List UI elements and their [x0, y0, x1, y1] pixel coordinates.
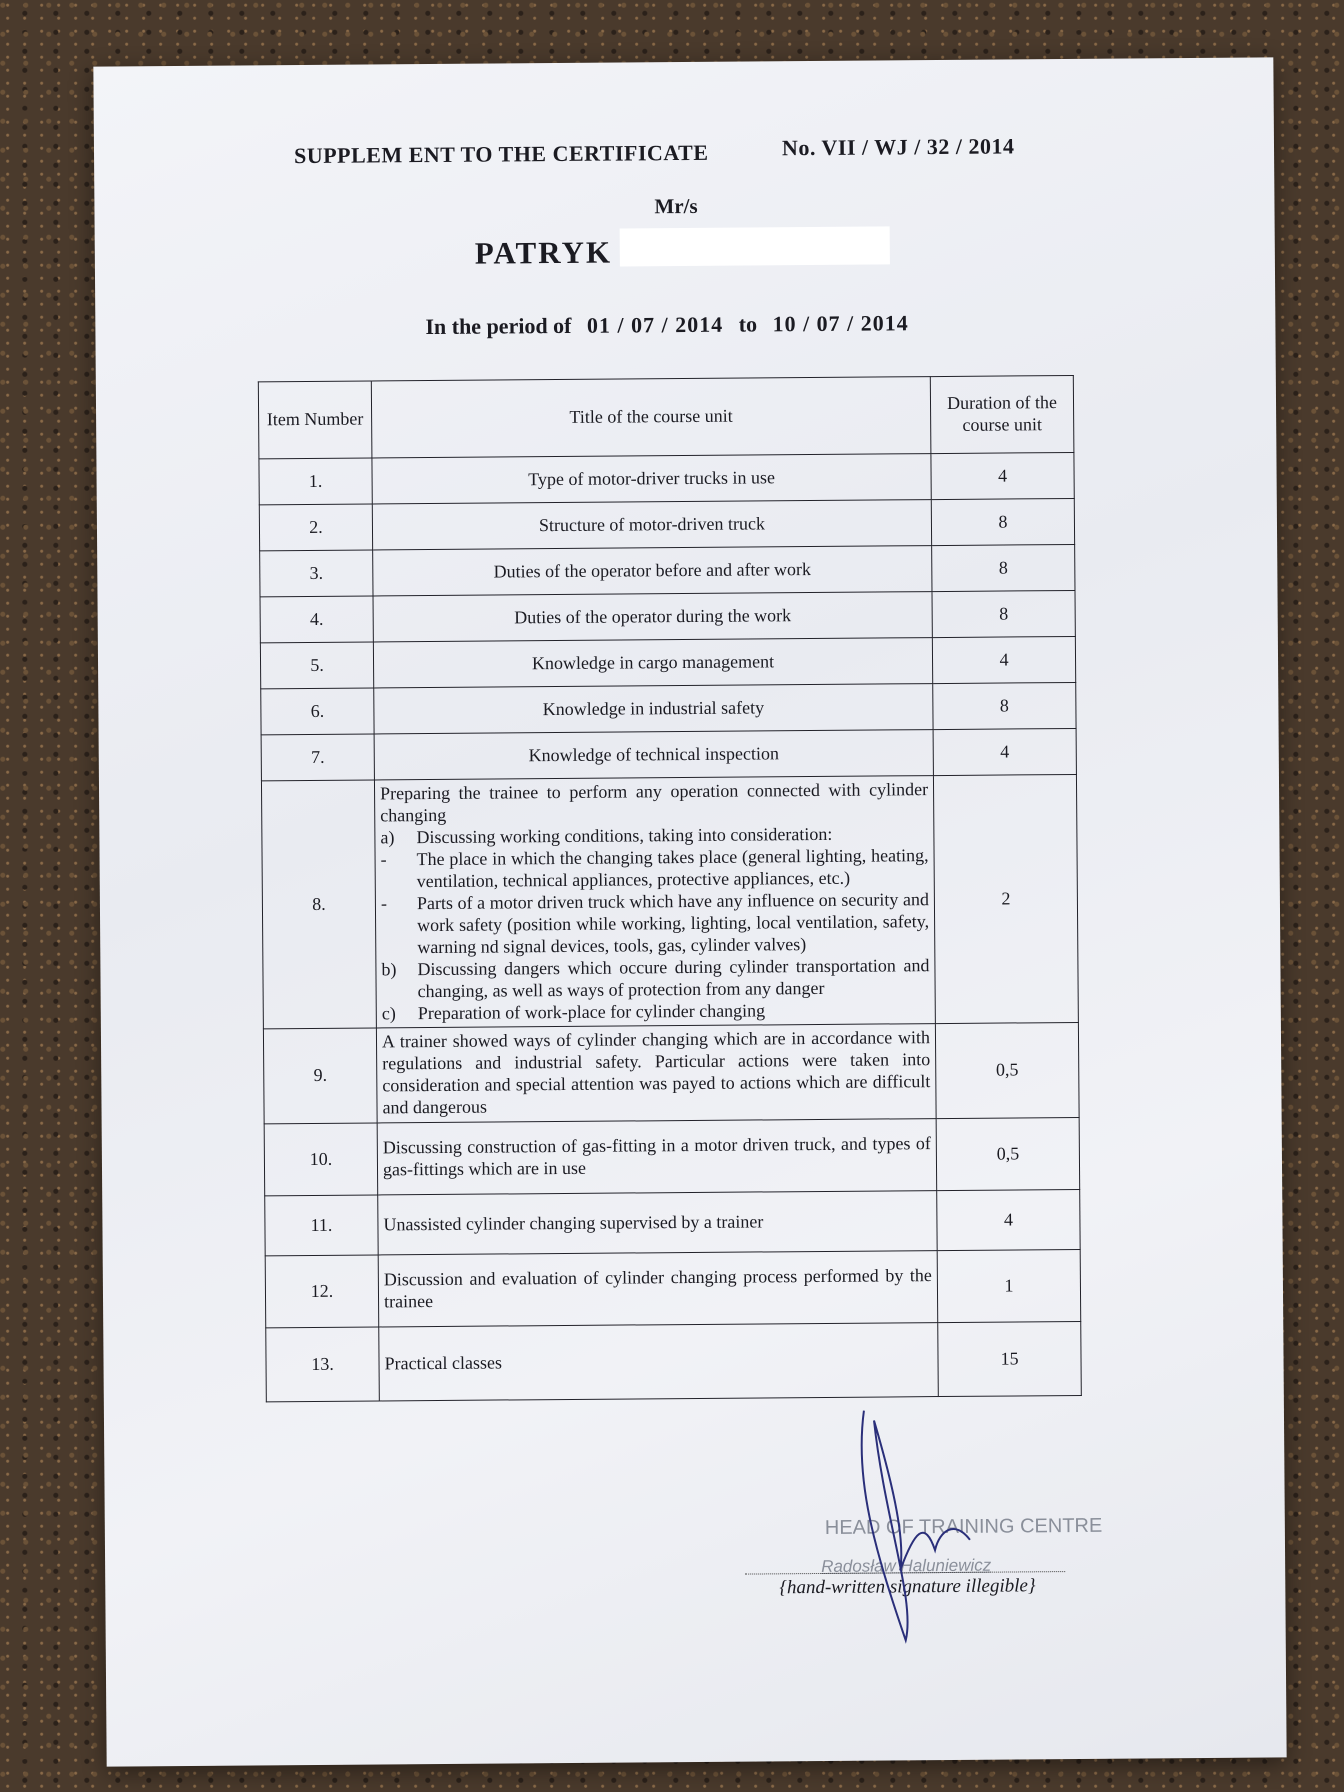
certificate-number: No. VII / WJ / 32 / 2014	[781, 133, 1015, 161]
unit-title: Type of motor-driver trucks in use	[372, 454, 931, 504]
item-number: 10.	[264, 1123, 378, 1196]
item-number: 6.	[261, 688, 374, 735]
unit-title: Structure of motor-driven truck	[372, 500, 931, 550]
unit-title: A trainer showed ways of cylinder changing which are in accordance with regulations and industrial safety. Particular actions were taken into consideration and special attention was payed to actions which are difficult and dangerous	[376, 1024, 936, 1123]
unit-duration: 8	[931, 498, 1074, 545]
table-row	[266, 1322, 1082, 1402]
signature-note: {hand-written signature illegible}	[779, 1575, 1036, 1599]
unit-duration: 8	[932, 544, 1075, 591]
unit-duration: 4	[932, 636, 1075, 683]
period-to-word: to	[738, 311, 758, 337]
table-row	[261, 682, 1076, 734]
item-number: 3.	[260, 550, 373, 597]
list-item: c) Preparation of work-place for cylinder changing	[381, 999, 766, 1023]
header-title: Title of the course unit	[371, 377, 931, 458]
table-row	[261, 728, 1076, 780]
list-item: - Parts of a motor driven truck which have any influence on security and work safety (position while working, lighting, local ventilation, safety, warning nd signal devices, tools, gas, cylinder valves)	[380, 888, 930, 957]
period-to: 10 / 07 / 2014	[772, 310, 909, 337]
unit-title: Duties of the operator before and after work	[373, 546, 932, 596]
unit-title: Unassisted cylinder changing supervised by a trainer	[378, 1191, 937, 1255]
table-row	[259, 498, 1074, 550]
unit-sublist	[380, 823, 930, 1025]
item-number: 11.	[265, 1195, 378, 1256]
item-number: 5.	[260, 642, 373, 689]
list-item: b) Discussing dangers which occure during cylinder transportation and changing, as well as ways of protection from any danger	[381, 954, 930, 1001]
period-label: In the period of	[425, 312, 572, 340]
item-number: 8.	[261, 780, 376, 1029]
unit-title: Knowledge of technical inspection	[374, 730, 933, 780]
item-number: 4.	[260, 596, 373, 643]
table-row	[261, 774, 1078, 1029]
list-item: - The place in which the changing takes place (general lighting, heating, ventilation, technical appliances, protective appliances, etc.)	[380, 844, 929, 891]
unit-duration: 8	[932, 590, 1075, 637]
period-from: 01 / 07 / 2014	[586, 311, 724, 338]
header-item-number: Item Number	[258, 381, 372, 459]
unit-duration: 15	[938, 1322, 1082, 1397]
item-number: 2.	[259, 504, 372, 551]
unit-title: Duties of the operator during the work	[373, 592, 932, 642]
unit-title: Knowledge in cargo management	[373, 638, 932, 688]
unit-duration: 0,5	[936, 1118, 1080, 1191]
item-number: 9.	[263, 1028, 377, 1124]
unit-duration: 0,5	[935, 1023, 1079, 1119]
trainee-name: PATRYK	[474, 234, 613, 271]
table-row	[260, 590, 1075, 642]
unit-title: Knowledge in industrial safety	[374, 684, 933, 734]
unit-duration: 4	[931, 452, 1074, 499]
item-number: 7.	[261, 734, 374, 781]
course-units-table	[258, 375, 1082, 1403]
table-row	[263, 1023, 1079, 1124]
unit-duration: 2	[933, 774, 1078, 1024]
table-row	[264, 1118, 1080, 1196]
table-row	[260, 636, 1075, 688]
item-number: 1.	[259, 458, 372, 505]
header-duration: Duration of the course unit	[930, 375, 1074, 453]
unit-duration: 8	[933, 682, 1076, 729]
unit-title: Discussing construction of gas-fitting in a motor driven truck, and types of gas-fittings which are in use	[377, 1119, 937, 1195]
item-number: 12.	[265, 1255, 379, 1328]
table-row	[259, 452, 1074, 504]
unit-duration: 4	[933, 728, 1076, 775]
salutation: Mr/s	[654, 193, 698, 219]
signature-title: HEAD OF TRAINING CENTRE	[824, 1514, 1103, 1539]
document-title: SUPPLEM ENT TO THE CERTIFICATE	[293, 139, 709, 169]
table-header-row	[258, 375, 1074, 458]
unit-duration: 4	[937, 1190, 1080, 1251]
redaction-box	[620, 226, 890, 266]
signatory-name: Radosław Haluniewicz	[821, 1555, 992, 1576]
table-row	[265, 1190, 1080, 1256]
unit-duration: 1	[937, 1250, 1081, 1323]
list-item: a) Discussing working conditions, taking into consideration:	[380, 823, 833, 848]
period-line	[425, 310, 919, 340]
unit-intro: Preparing the trainee to perform any operation connected with cylinder changing	[379, 779, 929, 826]
table-row	[265, 1250, 1081, 1328]
unit-title-detailed	[374, 776, 935, 1029]
table-row	[260, 544, 1075, 596]
item-number: 13.	[266, 1327, 380, 1402]
handwritten-signature	[844, 1400, 996, 1651]
unit-title: Discussion and evaluation of cylinder changing process performed by the trainee	[378, 1251, 938, 1327]
certificate-paper	[93, 57, 1286, 1766]
unit-title: Practical classes	[379, 1323, 939, 1401]
